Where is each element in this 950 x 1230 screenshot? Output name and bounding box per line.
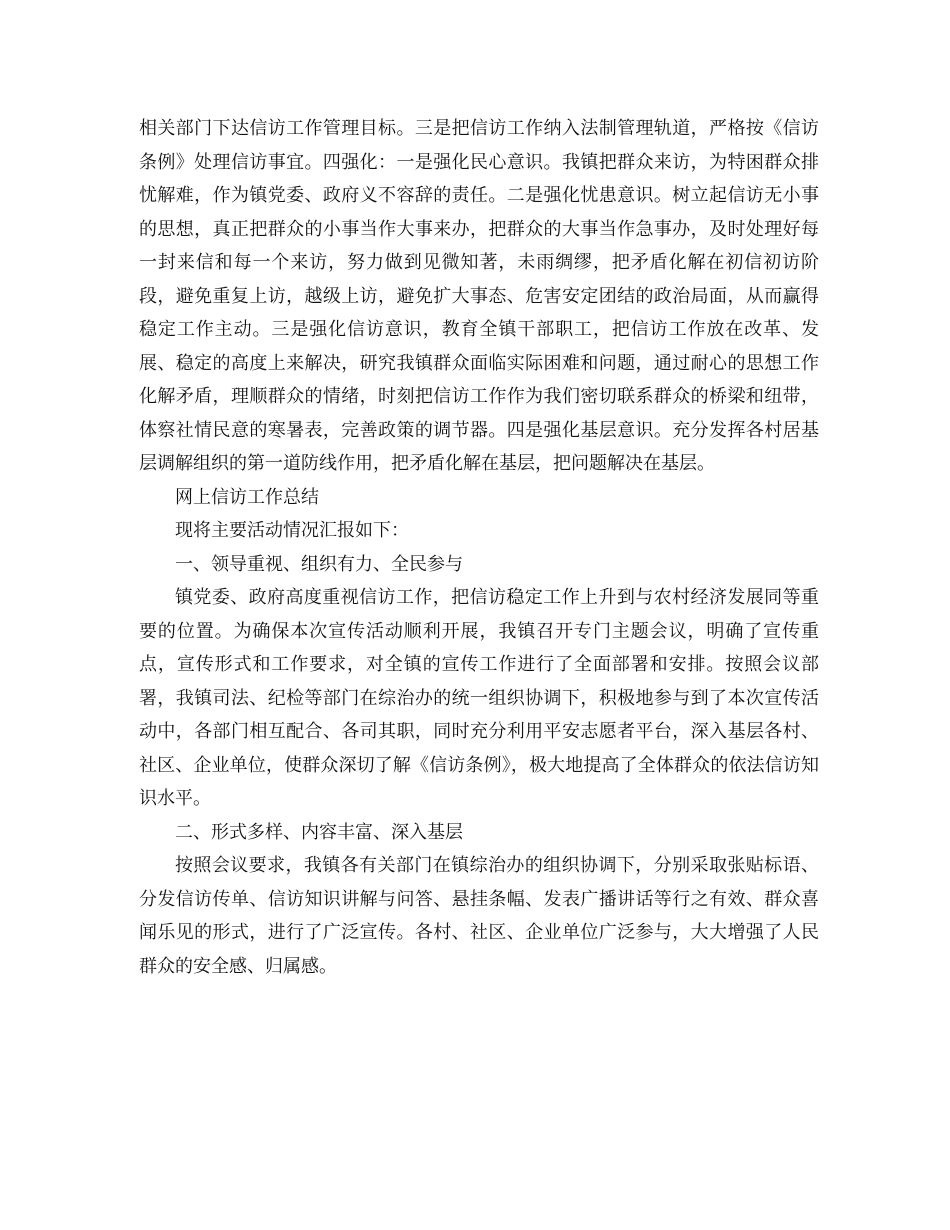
section-heading-2: 二、形式多样、内容丰富、深入基层 — [175, 821, 463, 843]
paragraph-continuation: 相关部门下达信访工作管理目标。三是把信访工作纳入法制管理轨道，严格按《信访条例》处理信访事宜。四强化：一是强化民心意识。我镇把群众来访，为特困群众排忧解难，作为镇党委、政府义不容辞的责任。二是强化忧患意识。树立起信访无小事的思想，真正把群众的小事当作大事来办，把群众的大事当作急事办，及时处理好每一封来信和每一个来访，努力做到见微知著，未雨绸缪，把矛盾化解在初信初访阶段，避免重复上访，越级上访，避免扩大事态、危害安定团结的政治局面，从而赢得稳定工作主动。三是强化信访意识，教育全镇干部职工，把信访工作放在改革、发展、稳定的高度上来解决，研究我镇群众面临实际困难和问题，通过耐心的思想工作化解矛盾，理顺群众的情绪，时刻把信访工作作为我们密切联系群众的桥梁和纽带，体察社情民意的寒暑表，完善政策的调节器。四是强化基层意识。充分发挥各村居基层调解组织的第一道防线作用，把矛盾化解在基层，把问题解决在基层。 — [139, 118, 819, 474]
paragraph-section-2-body: 按照会议要求，我镇各有关部门在镇综治办的组织协调下，分别采取张贴标语、分发信访传单、信访知识讲解与问答、悬挂条幅、发表广播讲话等行之有效、群众喜闻乐见的形式，进行了广泛宣传。各村、社区、企业单位广泛参与，大大增强了人民群众的安全感、归属感。 — [139, 855, 819, 977]
paragraph-section-1-body: 镇党委、政府高度重视信访工作，把信访稳定工作上升到与农村经济发展同等重要的位置。为确保本次宣传活动顺利开展，我镇召开专门主题会议，明确了宣传重点，宣传形式和工作要求，对全镇的宣传工作进行了全面部署和安排。按照会议部署，我镇司法、纪检等部门在综治办的统一组织协调下，积极地参与到了本次宣传活动中，各部门相互配合、各司其职，同时充分利用平安志愿者平台，深入基层各村、社区、企业单位，使群众深切了解《信访条例》，极大地提高了全体群众的依法信访知识水平。 — [139, 587, 819, 809]
document-body — [139, 112, 819, 983]
section-title-online-petition-summary: 网上信访工作总结 — [175, 486, 319, 508]
section-heading-1: 一、领导重视、组织有力、全民参与 — [175, 553, 463, 575]
paragraph-report-intro: 现将主要活动情况汇报如下： — [175, 520, 409, 541]
